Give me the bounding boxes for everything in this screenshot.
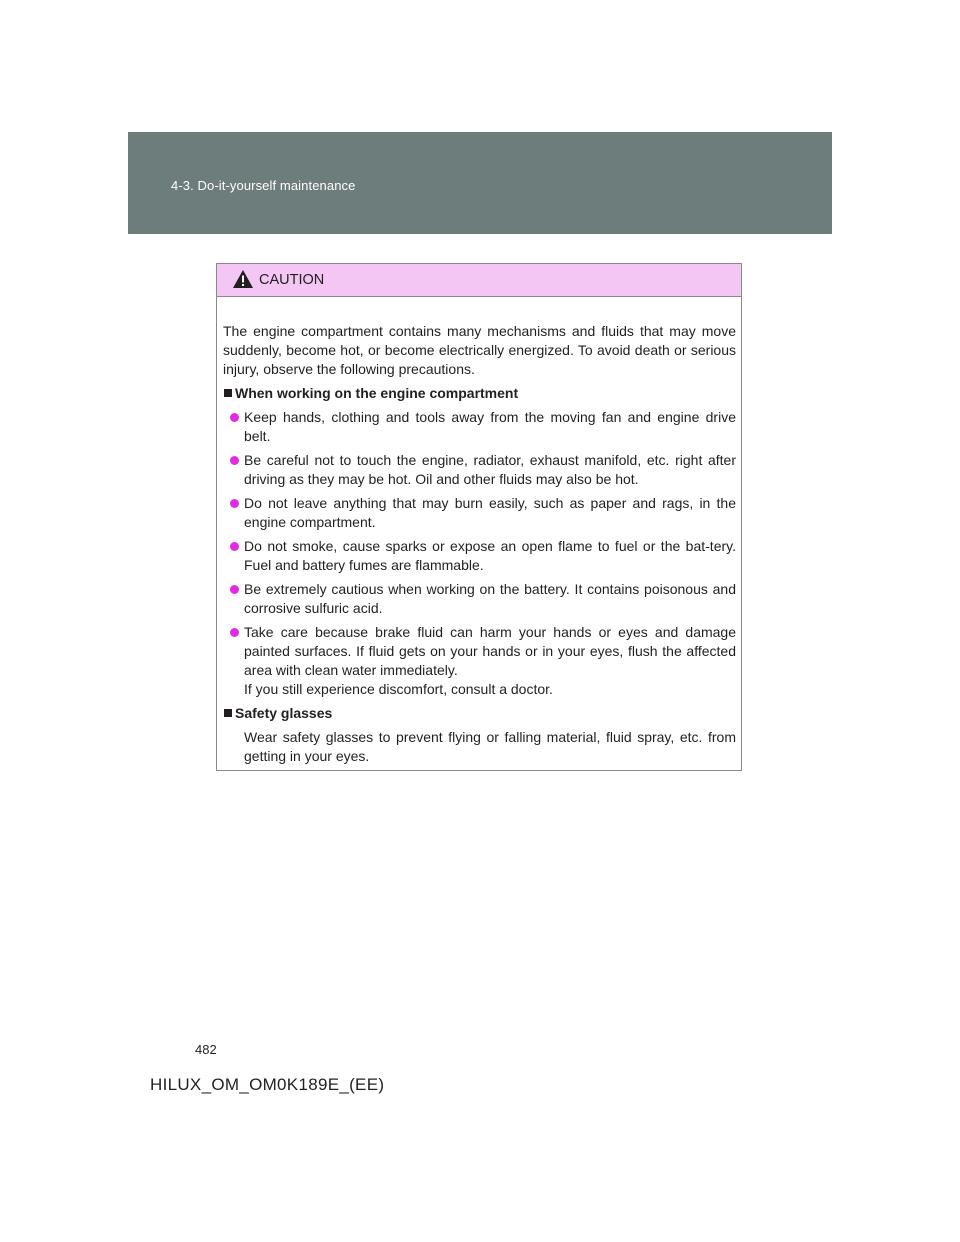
list-item-text: Be careful not to touch the engine, radiator, exhaust manifold, etc. right after driving as they may be hot. Oil and other fluids may also be hot. (244, 452, 736, 487)
round-bullet-icon (230, 456, 239, 465)
round-bullet-icon (230, 585, 239, 594)
list-item (223, 494, 736, 532)
caution-box (216, 263, 742, 771)
list-item (223, 580, 736, 618)
page-number: 482 (195, 1042, 217, 1057)
list-item-text: Take care because brake fluid can harm your hands or eyes and damage painted surfaces. If fluid gets on your hands or in your eyes, flush the affected area with clean water immediately. (244, 624, 736, 678)
list-item (223, 623, 736, 699)
caution-body (217, 297, 741, 766)
caution-title: CAUTION (259, 272, 325, 288)
round-bullet-icon (230, 413, 239, 422)
safety-glasses-text: Wear safety glasses to prevent flying or falling material, fluid spray, etc. from getting in your eyes. (244, 729, 736, 764)
list-item-text: Be extremely cautious when working on the battery. It contains poisonous and corrosive sulfuric acid. (244, 581, 736, 616)
list-item-subtext: If you still experience discomfort, consult a doctor. (244, 681, 553, 697)
list-item-text: Do not smoke, cause sparks or expose an open flame to fuel or the bat-tery. Fuel and battery fumes are flammable. (244, 538, 736, 573)
round-bullet-icon (230, 628, 239, 637)
precaution-list (223, 408, 736, 699)
round-bullet-icon (230, 542, 239, 551)
round-bullet-icon (230, 499, 239, 508)
square-bullet-icon (224, 389, 232, 397)
section-heading-text: When working on the engine compartment (235, 385, 519, 401)
list-item-text: Do not leave anything that may burn easily, such as paper and rags, in the engine compartment. (244, 495, 736, 530)
list-item-text: Keep hands, clothing and tools away from the moving fan and engine drive belt. (244, 409, 736, 444)
caution-intro: The engine compartment contains many mechanisms and fluids that may move suddenly, become hot, or become electrically energized. To avoid death or serious injury, observe the following precautions. (223, 323, 736, 377)
caution-header (217, 264, 741, 297)
section-heading-safety-glasses (223, 704, 736, 723)
list-item (223, 408, 736, 446)
section-title: 4-3. Do-it-yourself maintenance (171, 178, 356, 193)
section-header-band (128, 132, 832, 234)
list-item (223, 537, 736, 575)
document-code: HILUX_OM_OM0K189E_(EE) (150, 1075, 385, 1094)
list-item (223, 451, 736, 489)
section-heading-text: Safety glasses (235, 705, 333, 721)
warning-triangle-icon (232, 269, 254, 289)
section-heading-engine-compartment (223, 384, 736, 403)
square-bullet-icon (224, 709, 232, 717)
